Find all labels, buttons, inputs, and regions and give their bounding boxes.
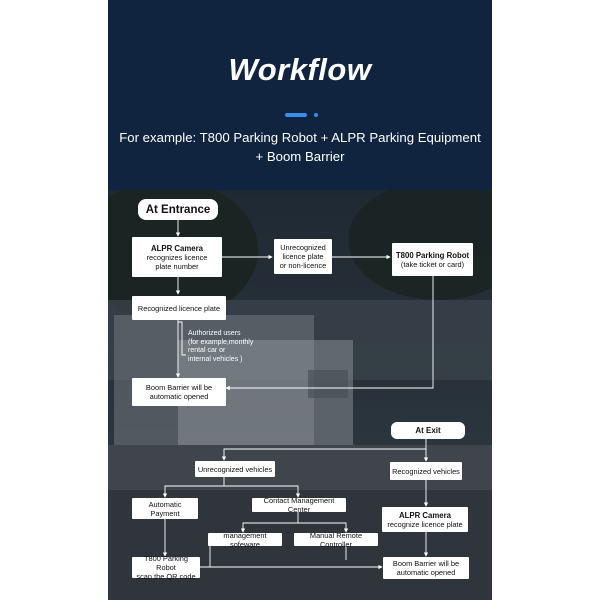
workflow-title: Workflow <box>228 52 372 87</box>
at-entrance-label: At Entrance <box>145 203 211 216</box>
authorized-line3: rental car or <box>188 347 226 355</box>
at-entrance-start <box>138 199 218 220</box>
recognized-plate-label: Recognized licence plate <box>137 303 221 313</box>
unrecognized-plate-line2: licence plate <box>282 252 324 261</box>
entrance-alpr-camera-box <box>132 237 222 277</box>
exit-barrier-line1: Boom Barrier will be <box>392 559 460 568</box>
remote-controller-label: Manual Remote Controller <box>309 530 363 549</box>
at-exit-start <box>391 422 465 439</box>
authorized-line2: (for example,monthly <box>188 338 254 346</box>
authorized-users-note <box>188 330 268 364</box>
automatic-payment-label: Automatic Payment <box>148 499 182 518</box>
entrance-alpr-line2: plate number <box>155 261 199 271</box>
unrecognized-plate-line3: or non-licence <box>279 261 327 270</box>
exit-alpr-camera-box <box>382 507 468 532</box>
unrecognized-plate-box <box>274 239 332 274</box>
management-software-label: management sofeware <box>223 530 267 549</box>
entrance-barrier-box <box>132 378 226 406</box>
at-exit-label: At Exit <box>415 426 441 435</box>
exit-robot-line2: scan the QR code <box>136 572 196 581</box>
entrance-robot-box <box>392 243 473 276</box>
unrecognized-plate-line1: Unrecognized <box>280 243 326 252</box>
contact-center-label: Contact Management Center <box>263 496 335 514</box>
entrance-alpr-line1: recognizes licence <box>146 252 208 262</box>
entrance-barrier-line2: automatic opened <box>149 392 209 401</box>
entrance-robot-line2: (take ticket or card) <box>400 259 465 269</box>
unrecognized-vehicles-label: Unrecognized vehicles <box>197 464 273 474</box>
workflow-panel <box>108 0 492 600</box>
automatic-payment-box <box>132 498 198 519</box>
exit-barrier-box <box>383 557 469 579</box>
unrecognized-vehicles-box <box>195 461 275 477</box>
exit-alpr-title: ALPR Camera <box>399 510 451 520</box>
recognized-plate-box <box>132 296 226 320</box>
authorized-line4: internal vehicles ) <box>188 355 243 363</box>
management-software-box <box>208 530 282 549</box>
subtitle-line-1: For example: T800 Parking Robot + ALPR Parking Equipment <box>119 130 481 145</box>
subtitle-line-2: + Boom Barrier <box>255 149 345 164</box>
contact-center-box <box>252 498 346 512</box>
remote-controller-box <box>294 530 378 549</box>
recognized-vehicles-box <box>390 462 462 480</box>
exit-robot-box <box>132 554 200 581</box>
entrance-alpr-title: ALPR Camera <box>151 243 203 253</box>
authorized-line1: Authorized users <box>188 330 241 337</box>
exit-barrier-line2: automatic opened <box>396 568 456 577</box>
entrance-barrier-line1: Boom Barrier will be <box>145 383 213 392</box>
entrance-robot-title: T800 Parking Robot <box>395 250 470 260</box>
recognized-vehicles-label: Recognized vehicles <box>392 466 460 476</box>
exit-robot-line1: T800 Parking Robot <box>144 554 188 572</box>
exit-alpr-line2: recognize licence plate <box>387 519 463 529</box>
